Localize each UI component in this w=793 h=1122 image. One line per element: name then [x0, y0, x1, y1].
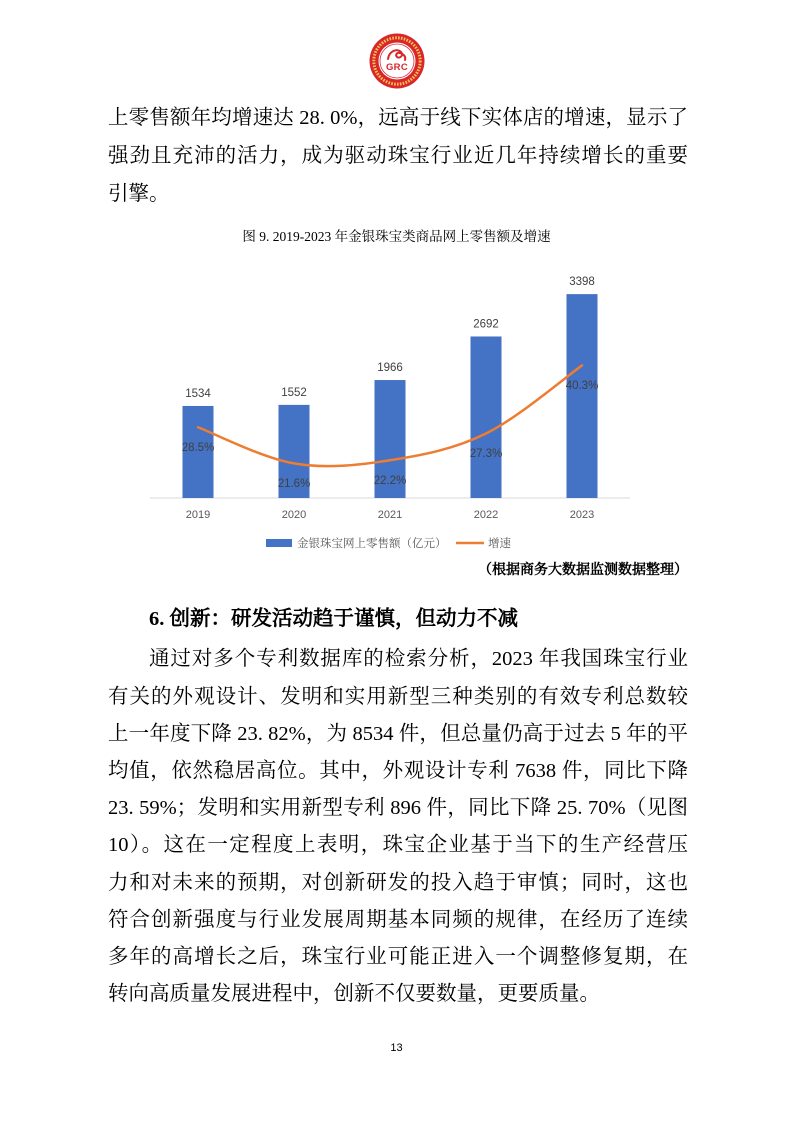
paragraph-line: 强劲且充沛的活力，成为驱动珠宝行业近几年持续增长的重要 [108, 145, 688, 167]
x-axis-tick-labels [186, 509, 594, 521]
growth-value-label-2021: 22.2% [373, 474, 407, 487]
bar-series [183, 294, 598, 498]
growth-value-label-2020: 21.6% [277, 477, 311, 490]
paragraph-continued [108, 99, 688, 213]
growth-value-label-2019: 28.5% [181, 441, 215, 454]
x-tick-label-2021: 2021 [377, 509, 403, 521]
logo-inner-disc [379, 43, 416, 80]
growth-value-label-2023: 40.3% [565, 379, 599, 392]
paragraph-line: 通过对多个专利数据库的检索分析，2023 年我国珠宝行业 [149, 648, 688, 671]
paragraph-line: 上一年度下降 23. 82%，为 8534 件，但总量仍高于过去 5 年的平 [108, 722, 688, 745]
paragraph-line: 有关的外观设计、发明和实用新型三种类别的有效专利总数较 [108, 685, 688, 708]
paragraph-line: 多年的高增长之后，珠宝行业可能正进入一个调整修复期，在 [108, 945, 688, 968]
paragraph-line: 转向高质量发展进程中，创新不仅要数量，更要质量。 [108, 983, 600, 1006]
grc-logo [368, 32, 426, 90]
paragraph-line: 上零售额年均增速达 28. 0%，远高于线下实体店的增速，显示了 [108, 107, 688, 129]
bar-2023 [567, 294, 598, 498]
section-heading: 6. 创新：研发活动趋于谨慎，但动力不减 [149, 608, 518, 630]
legend-label-growth: 增速 [488, 538, 511, 550]
page-number: 13 [390, 1042, 403, 1054]
legend-swatch-sales [266, 539, 292, 547]
paragraph-line: 引擎。 [108, 183, 170, 205]
paragraph-line: 力和对未来的预期，对创新研发的投入趋于审慎；同时，这也 [108, 871, 688, 894]
bar-value-label-2021: 1966 [377, 362, 403, 375]
figure-caption: 图 9. 2019-2023 年金银珠宝类商品网上零售额及增速 [242, 229, 551, 244]
legend-label-sales: 金银珠宝网上零售额（亿元） [297, 538, 447, 550]
x-tick-label-2023: 2023 [569, 509, 595, 521]
chart-legend [266, 536, 511, 550]
paragraph-line: 符合创新强度与行业发展周期基本同频的规律，在经历了连续 [108, 908, 688, 931]
paragraph-line: 23. 59%；发明和实用新型专利 896 件，同比下降 25. 70%（见图 [108, 797, 688, 820]
bar-2022 [471, 336, 502, 498]
paragraph-innovation [108, 641, 688, 1013]
x-tick-label-2019: 2019 [185, 509, 211, 521]
x-tick-label-2022: 2022 [473, 509, 499, 521]
growth-value-label-2022: 27.3% [469, 448, 503, 461]
x-tick-label-2020: 2020 [281, 509, 307, 521]
bar-value-label-2020: 1552 [281, 386, 307, 399]
paragraph-line: 均值，依然稳居高位。其中，外观设计专利 7638 件，同比下降 [108, 759, 688, 782]
bar-value-label-2022: 2692 [473, 318, 499, 331]
paragraph-line: 10）。这在一定程度上表明，珠宝企业基于当下的生产经营压 [108, 834, 688, 857]
sales-growth-chart [140, 255, 650, 555]
logo-text: GRC [385, 62, 409, 73]
bar-value-label-2023: 3398 [569, 276, 595, 289]
bar-value-label-2019: 1534 [185, 387, 211, 400]
figure-source-note: （根据商务大数据监测数据整理） [478, 563, 688, 578]
